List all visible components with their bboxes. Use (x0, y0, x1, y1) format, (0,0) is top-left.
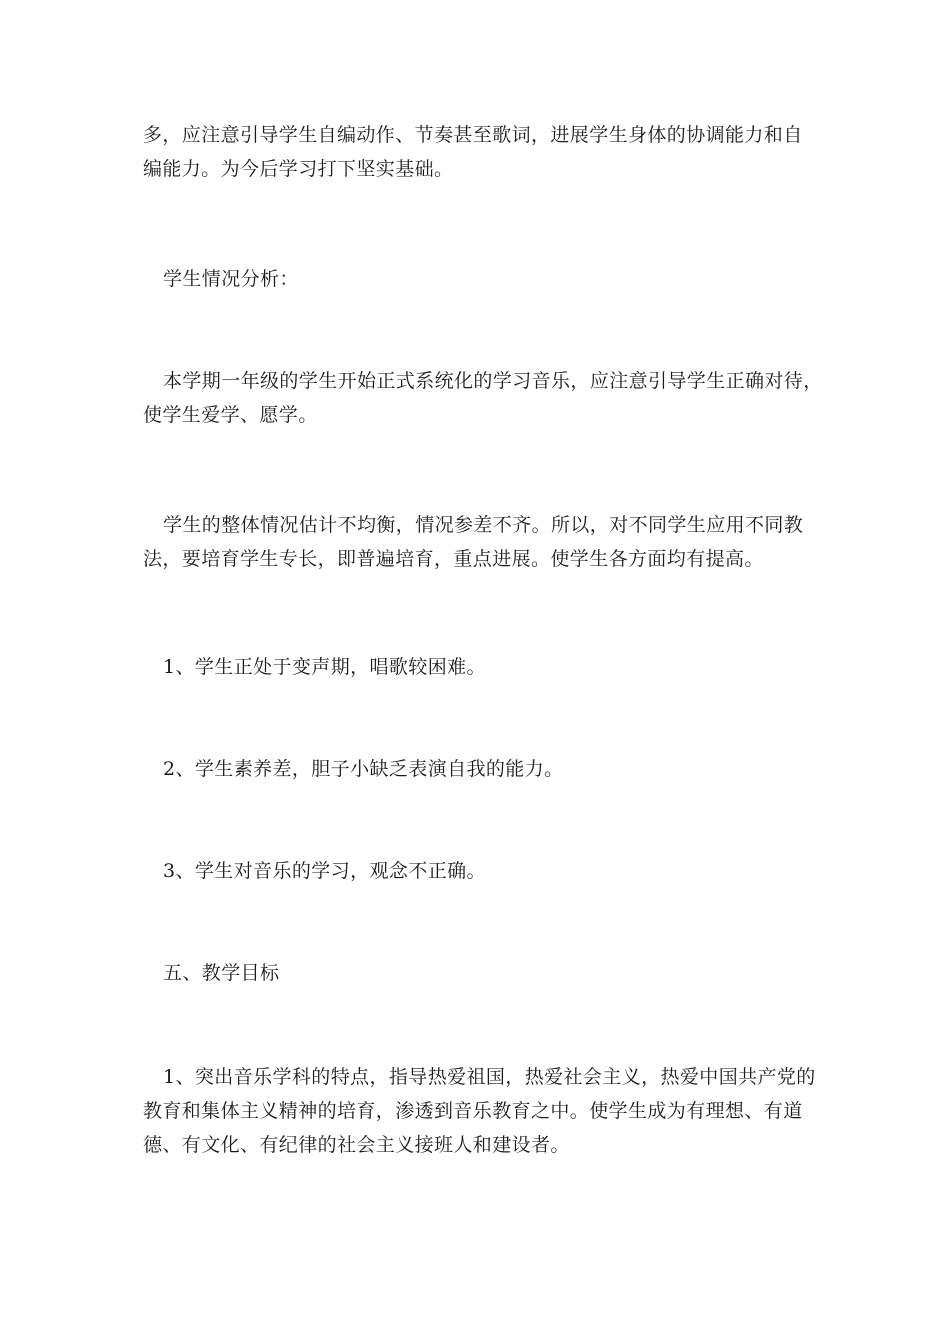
text-line: 法，要培育学生专长，即普遍培育，重点进展。使学生各方面均有提高。 (143, 548, 764, 570)
text-line: 教育和集体主义精神的培育，渗透到音乐教育之中。使学生成为有理想、有道 (143, 1100, 803, 1122)
text-line: 德、有文化、有纪律的社会主义接班人和建设者。 (143, 1134, 570, 1156)
text-line: 使学生爱学、愿学。 (143, 404, 318, 426)
text-line: 3、学生对音乐的学习，观念不正确。 (163, 860, 486, 882)
paragraph-goal-1 (143, 1060, 816, 1162)
list-item-1 (143, 650, 807, 684)
text-line: 1、学生正处于变声期，唱歌较困难。 (163, 656, 486, 678)
text-line: 2、学生素养差，胆子小缺乏表演自我的能力。 (163, 758, 564, 780)
paragraph-continuation (143, 118, 807, 186)
text-line: 1、突出音乐学科的特点，指导热爱祖国，热爱社会主义，热爱中国共产党的 (163, 1066, 816, 1088)
text-line: 本学期一年级的学生开始正式系统化的学习音乐，应注意引导学生正确对待， (163, 370, 823, 392)
list-item-2 (143, 752, 807, 786)
list-item-3 (143, 854, 807, 888)
text-line: 多，应注意引导学生自编动作、节奏甚至歌词，进展学生身体的协调能力和自 (143, 124, 803, 146)
text-line: 学生的整体情况估计不均衡，情况参差不齐。所以，对不同学生应用不同教 (163, 514, 804, 536)
paragraph-overall-situation (143, 508, 807, 576)
heading-text: 学生情况分析： (163, 268, 299, 290)
text-line: 编能力。为今后学习打下坚实基础。 (143, 158, 454, 180)
paragraph-grade-one (143, 364, 823, 432)
section-heading-student-analysis (143, 262, 807, 296)
section-heading-teaching-goals (143, 956, 807, 990)
heading-text: 五、教学目标 (163, 962, 280, 984)
